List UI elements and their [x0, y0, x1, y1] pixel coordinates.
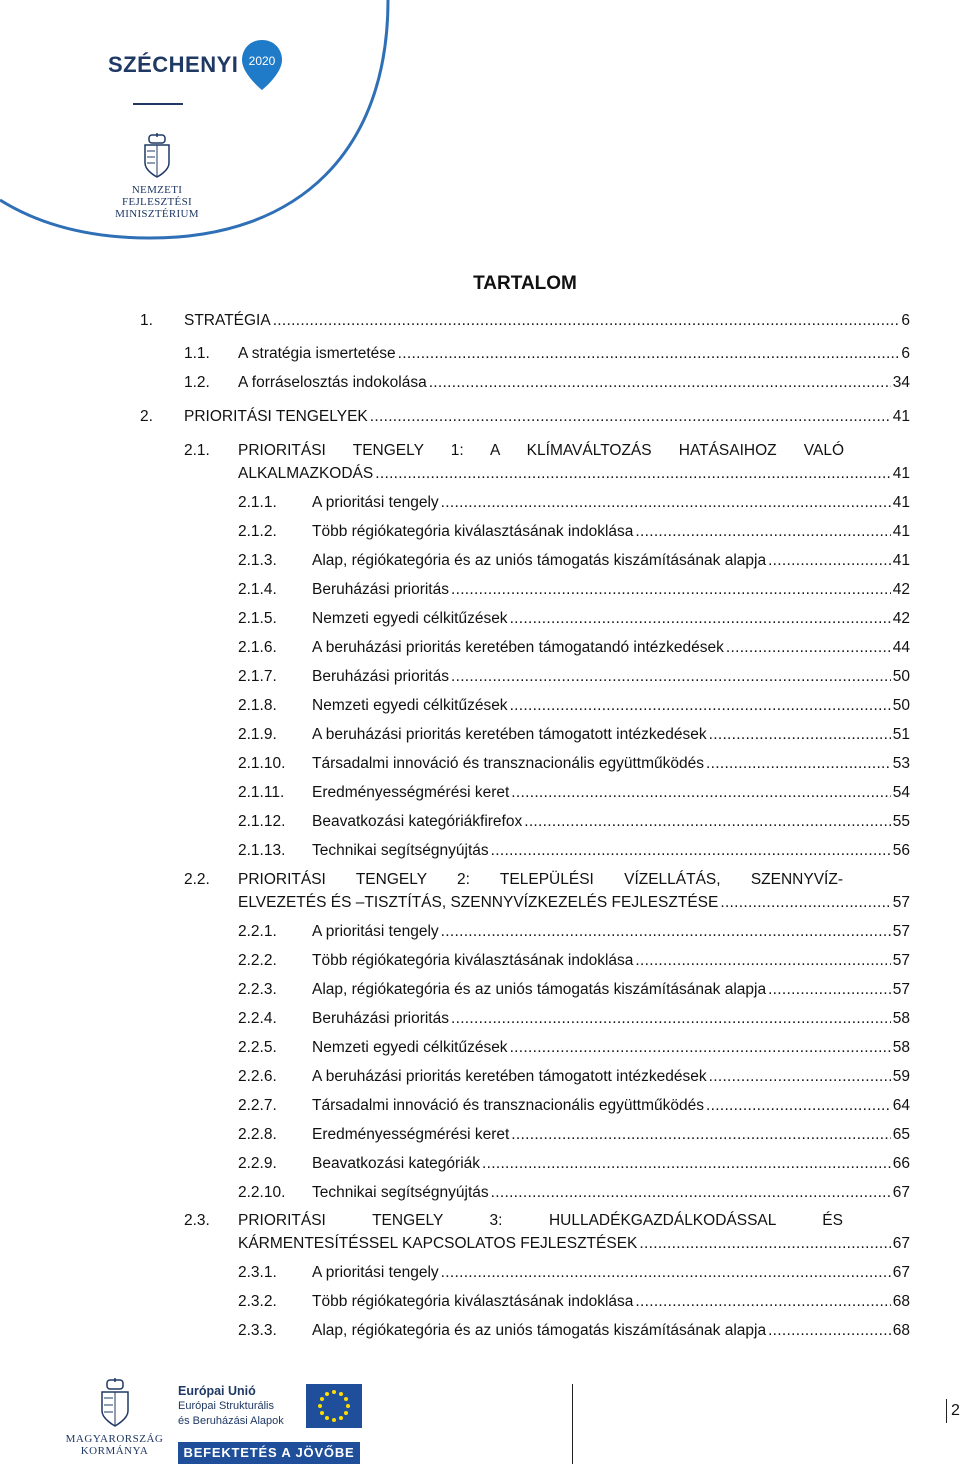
toc-entry-label: Társadalmi innováció és transznacionális együttműködés	[312, 755, 705, 772]
toc-entry-number: 2.1.3.	[238, 552, 277, 569]
toc-entry-number: 2.1.11.	[238, 784, 285, 801]
page-number: 2	[946, 1399, 960, 1423]
toc-entry[interactable]	[238, 1008, 910, 1030]
toc-entry-label: A beruházási prioritás keretében támogatott intézkedések	[312, 1068, 707, 1085]
toc-entry-number: 1.	[140, 312, 153, 329]
toc-entry-label: PRIORITÁSI TENGELYEK	[184, 408, 368, 425]
location-pin-icon	[240, 38, 284, 92]
toc-entry[interactable]	[184, 372, 910, 394]
toc-entry-page: 68	[892, 1293, 910, 1310]
coat-of-arms-icon	[97, 1378, 133, 1428]
toc-entry-page: 67	[892, 1235, 910, 1252]
toc-entry-number: 2.2.10.	[238, 1184, 286, 1201]
toc-entry[interactable]	[238, 1233, 910, 1255]
government-name-line1: MAGYARORSZÁG	[65, 1433, 164, 1445]
toc-entry-label: Beavatkozási kategóriák	[312, 1155, 481, 1172]
toc-entry-page: 42	[892, 581, 910, 598]
toc-entry-number: 2.1.4.	[238, 581, 277, 598]
toc-entry-label: ELVEZETÉS ÉS –TISZTÍTÁS, SZENNYVÍZKEZELÉS FEJLESZTÉSE	[238, 894, 719, 911]
toc-entry[interactable]	[238, 892, 910, 914]
toc-entry-page: 64	[892, 1097, 910, 1114]
toc-entry-number: 1.1.	[184, 345, 210, 362]
toc-entry-number: 2.	[140, 408, 153, 425]
eu-flag-icon	[306, 1384, 362, 1428]
toc-entry-number: 2.1.6.	[238, 639, 277, 656]
toc-entry-page: 53	[892, 755, 910, 772]
toc-entry-number: 2.1.8.	[238, 697, 277, 714]
toc-entry-label: Alap, régiókategória és az uniós támogatás kiszámításának alapja	[312, 1322, 767, 1339]
toc-entry-number: 2.2.5.	[238, 1039, 277, 1056]
toc-entry[interactable]	[238, 921, 910, 943]
szechenyi-2020-logo	[108, 38, 284, 92]
toc-entry-label: Eredményességmérési keret	[312, 1126, 510, 1143]
toc-entry-page: 6	[901, 312, 910, 329]
toc-entry-number: 2.3.2.	[238, 1293, 277, 1310]
toc-entry-label: Beavatkozási kategóriákfirefox	[312, 813, 523, 830]
toc-entry-number: 2.2.6.	[238, 1068, 277, 1085]
toc-entry[interactable]	[238, 1066, 910, 1088]
toc-entry-label: Beruházási prioritás	[312, 1010, 449, 1027]
toc-entry-label-line1[interactable]: PRIORITÁSI TENGELY 1: A KLÍMAVÁLTOZÁS HATÁSAIHOZ VALÓ	[238, 442, 844, 459]
toc-entry-number: 2.1.5.	[238, 610, 277, 627]
szechenyi-word: SZÉCHENYI	[108, 52, 239, 77]
toc-entry-page: 58	[892, 1010, 910, 1027]
toc-entry[interactable]	[238, 637, 910, 659]
toc-entry[interactable]	[238, 840, 910, 862]
toc-entry-label: KÁRMENTESÍTÉSSEL KAPCSOLATOS FEJLESZTÉSEK	[238, 1235, 638, 1252]
toc-entry-number: 2.2.7.	[238, 1097, 277, 1114]
toc-entry-number: 2.2.1.	[238, 923, 277, 940]
toc-entry[interactable]	[238, 666, 910, 688]
toc-entry[interactable]	[238, 521, 910, 543]
toc-entry-label: Több régiókategória kiválasztásának indoklása	[312, 952, 634, 969]
toc-entry-label: Beruházási prioritás	[312, 668, 449, 685]
toc-entry[interactable]	[238, 1320, 910, 1342]
toc-entry-label: A prioritási tengely	[312, 1264, 439, 1281]
toc-entry-page: 41	[892, 523, 910, 540]
toc-entry-page: 58	[892, 1039, 910, 1056]
toc-entry-label: A prioritási tengely	[312, 494, 439, 511]
toc-entry[interactable]	[238, 1124, 910, 1146]
toc-entry[interactable]	[238, 1262, 910, 1284]
toc-entry-number: 2.1.	[184, 442, 210, 459]
logo-divider	[133, 103, 183, 105]
toc-entry-number: 2.1.1.	[238, 494, 277, 511]
toc-entry-label: Alap, régiókategória és az uniós támogatás kiszámításának alapja	[312, 981, 767, 998]
toc-entry-label: A beruházási prioritás keretében támogatott intézkedések	[312, 726, 707, 743]
page-title: TARTALOM	[473, 273, 577, 294]
toc-entry[interactable]	[238, 1182, 910, 1204]
toc-entry-label: Technikai segítségnyújtás	[312, 1184, 489, 1201]
toc-entry-number: 2.1.9.	[238, 726, 277, 743]
toc-entry-page: 6	[901, 345, 910, 362]
toc-entry-page: 42	[892, 610, 910, 627]
toc-entry[interactable]	[238, 1037, 910, 1059]
toc-entry-number: 2.1.2.	[238, 523, 277, 540]
toc-entry-page: 59	[892, 1068, 910, 1085]
government-logo	[62, 1378, 167, 1457]
toc-entry-number: 1.2.	[184, 374, 210, 391]
toc-entry-number: 2.1.13.	[238, 842, 286, 859]
toc-entry-page: 57	[892, 894, 910, 911]
eu-title: Európai Unió	[178, 1384, 256, 1398]
toc-entry[interactable]	[238, 811, 910, 833]
toc-entry-label: A prioritási tengely	[312, 923, 439, 940]
toc-entry-label: Technikai segítségnyújtás	[312, 842, 489, 859]
toc-entry[interactable]	[238, 979, 910, 1001]
toc-entry-page: 57	[892, 981, 910, 998]
toc-entry-page: 41	[892, 494, 910, 511]
toc-entry[interactable]	[184, 343, 910, 365]
toc-entry-label: Több régiókategória kiválasztásának indoklása	[312, 1293, 634, 1310]
eu-line2: Európai Strukturális	[178, 1400, 274, 1412]
toc-entry-label: Társadalmi innováció és transznacionális együttműködés	[312, 1097, 705, 1114]
toc-entry[interactable]	[238, 463, 910, 485]
toc-entry-page: 51	[892, 726, 910, 743]
toc-entry-label: STRATÉGIA	[184, 312, 271, 329]
toc-entry-number: 2.3.3.	[238, 1322, 277, 1339]
toc-entry-page: 54	[892, 784, 910, 801]
toc-entry-page: 68	[892, 1322, 910, 1339]
toc-entry-number: 2.2.8.	[238, 1126, 277, 1143]
toc-entry-number: 2.2.9.	[238, 1155, 277, 1172]
toc-entry-label: Beruházási prioritás	[312, 581, 449, 598]
toc-entry-label-line1[interactable]: PRIORITÁSI TENGELY 3: HULLADÉKGAZDÁLKODÁSSAL ÉS	[238, 1212, 843, 1229]
toc-entry-label: Nemzeti egyedi célkitűzések	[312, 610, 508, 627]
eu-line3: és Beruházási Alapok	[178, 1415, 284, 1427]
toc-entry[interactable]	[238, 1291, 910, 1313]
toc-entry[interactable]	[238, 608, 910, 630]
toc-entry-label: Több régiókategória kiválasztásának indoklása	[312, 523, 634, 540]
toc-entry-page: 34	[892, 374, 910, 391]
toc-entry-number: 2.3.1.	[238, 1264, 277, 1281]
toc-entry-page: 41	[892, 408, 910, 425]
toc-entry-page: 57	[892, 923, 910, 940]
toc-entry[interactable]	[238, 579, 910, 601]
toc-entry-number: 2.2.2.	[238, 952, 277, 969]
ministry-logo	[102, 133, 212, 220]
toc-entry-label: A beruházási prioritás keretében támogatandó intézkedések	[312, 639, 724, 656]
toc-entry-page: 66	[892, 1155, 910, 1172]
toc-entry-number: 2.2.3.	[238, 981, 277, 998]
toc-entry[interactable]	[238, 753, 910, 775]
toc-entry-page: 41	[892, 465, 910, 482]
toc-entry[interactable]	[238, 724, 910, 746]
toc-entry-page: 65	[892, 1126, 910, 1143]
toc-entry-page: 56	[892, 842, 910, 859]
toc-entry-label: Nemzeti egyedi célkitűzések	[312, 697, 508, 714]
toc-entry-page: 50	[892, 668, 910, 685]
toc-entry-label: Nemzeti egyedi célkitűzések	[312, 1039, 508, 1056]
toc-entry-label: Alap, régiókategória és az uniós támogatás kiszámításának alapja	[312, 552, 767, 569]
toc-entry-number: 2.2.4.	[238, 1010, 277, 1027]
eu-banner: BEFEKTETÉS A JÖVŐBE	[178, 1442, 360, 1464]
toc-entry[interactable]	[238, 550, 910, 572]
toc-entry-label-line1[interactable]: PRIORITÁSI TENGELY 2: TELEPÜLÉSI VÍZELLÁTÁS, SZENNYVÍZ-	[238, 871, 843, 888]
toc-entry[interactable]	[238, 1153, 910, 1175]
toc-entry-number: 2.1.7.	[238, 668, 277, 685]
toc-entry-page: 67	[892, 1184, 910, 1201]
toc-entry-page: 50	[892, 697, 910, 714]
toc-entry-number: 2.1.12.	[238, 813, 286, 830]
toc-entry-label: A stratégia ismertetése	[238, 345, 396, 362]
toc-entry-label: A forráselosztás indokolása	[238, 374, 427, 391]
toc-entry[interactable]	[238, 950, 910, 972]
footer-divider	[572, 1384, 573, 1464]
toc-entry[interactable]	[238, 782, 910, 804]
toc-entry-number: 2.2.	[184, 871, 210, 888]
toc-entry-page: 55	[892, 813, 910, 830]
coat-of-arms-icon	[140, 133, 174, 179]
toc-entry[interactable]	[140, 406, 910, 428]
szechenyi-year: 2020	[249, 54, 276, 68]
toc-entry-page: 44	[892, 639, 910, 656]
toc-entry-page: 57	[892, 952, 910, 969]
toc-entry-number: 2.1.10.	[238, 755, 286, 772]
toc-entry[interactable]	[238, 492, 910, 514]
toc-entry-page: 67	[892, 1264, 910, 1281]
toc-entry[interactable]	[140, 310, 910, 332]
toc-entry-page: 41	[892, 552, 910, 569]
toc-entry[interactable]	[238, 1095, 910, 1117]
toc-entry[interactable]	[238, 695, 910, 717]
toc-entry-label: Eredményességmérési keret	[312, 784, 510, 801]
toc-entry-number: 2.3.	[184, 1212, 210, 1229]
toc-entry-label: ALKALMAZKODÁS	[238, 465, 374, 482]
ministry-name-line2: MINISZTÉRIUM	[115, 208, 199, 220]
government-name-line2: KORMÁNYA	[80, 1445, 149, 1457]
ministry-name-line1: NEMZETI FEJLESZTÉSI	[122, 184, 192, 208]
